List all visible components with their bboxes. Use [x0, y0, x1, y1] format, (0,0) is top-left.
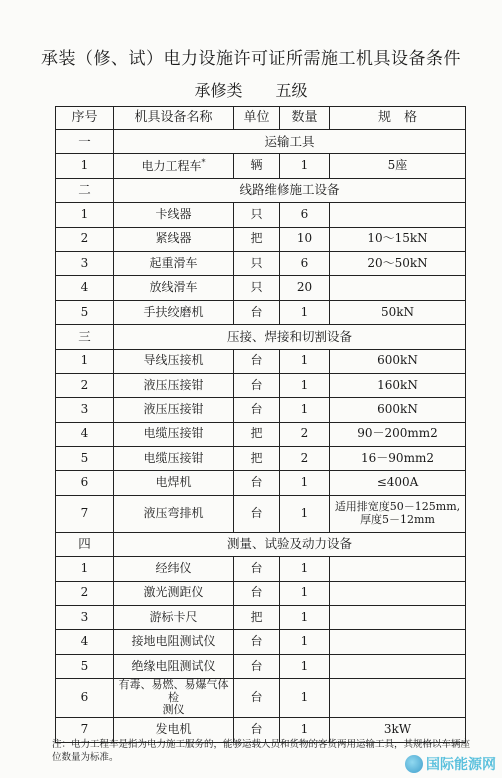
- watermark: [405, 754, 496, 774]
- row-spec: ≤400A: [330, 471, 466, 495]
- table-row: [56, 276, 466, 300]
- row-unit: 台: [234, 495, 280, 532]
- row-spec: 50kN: [330, 300, 466, 324]
- row-name: 导线压接机: [114, 349, 234, 373]
- row-unit: 只: [234, 276, 280, 300]
- header-qty: 数量: [280, 107, 330, 130]
- row-qty: 1: [280, 300, 330, 324]
- table-row: [56, 447, 466, 471]
- row-no: 7: [56, 718, 114, 742]
- header-unit: 单位: [234, 107, 280, 130]
- section-row: [56, 130, 466, 154]
- row-no: 2: [56, 227, 114, 251]
- row-qty: 1: [280, 349, 330, 373]
- row-no: 6: [56, 679, 114, 718]
- row-name: [114, 154, 234, 178]
- row-spec: 90－200mm2: [330, 422, 466, 446]
- row-spec: 适用排宽度50－125mm, 厚度5－12mm: [330, 495, 466, 532]
- row-unit: 台: [234, 679, 280, 718]
- row-unit: 台: [234, 557, 280, 581]
- row-no: 1: [56, 349, 114, 373]
- row-unit: 只: [234, 251, 280, 275]
- row-no: 4: [56, 422, 114, 446]
- table-row: [56, 300, 466, 324]
- row-qty: 20: [280, 276, 330, 300]
- row-name: 电缆压接钳: [114, 422, 234, 446]
- table-row: [56, 154, 466, 178]
- row-no: 6: [56, 471, 114, 495]
- row-qty: 1: [280, 557, 330, 581]
- row-spec: [330, 276, 466, 300]
- row-unit: 台: [234, 398, 280, 422]
- page-subtitle: [0, 78, 502, 101]
- row-unit: 把: [234, 606, 280, 630]
- row-spec: [330, 581, 466, 605]
- row-spec: [330, 203, 466, 227]
- row-unit: 台: [234, 630, 280, 654]
- row-unit: 台: [234, 471, 280, 495]
- row-qty: 1: [280, 398, 330, 422]
- row-unit: 台: [234, 300, 280, 324]
- table-row: [56, 606, 466, 630]
- table-row: [56, 630, 466, 654]
- row-unit: 台: [234, 349, 280, 373]
- row-unit: 把: [234, 447, 280, 471]
- row-spec: [330, 557, 466, 581]
- page-title: 承装（修、试）电力设施许可证所需施工机具设备条件: [41, 49, 461, 69]
- row-no: 7: [56, 495, 114, 532]
- row-unit: 台: [234, 718, 280, 742]
- header-name: 机具设备名称: [114, 107, 234, 130]
- table-row: [56, 349, 466, 373]
- row-name: 紧线器: [114, 227, 234, 251]
- row-name: 液压弯排机: [114, 495, 234, 532]
- section-no: 二: [56, 178, 114, 202]
- row-qty: 2: [280, 447, 330, 471]
- section-title: 测量、试验及动力设备: [114, 532, 466, 556]
- table-row: [56, 251, 466, 275]
- row-unit: 台: [234, 373, 280, 397]
- row-name: 游标卡尺: [114, 606, 234, 630]
- row-spec: 160kN: [330, 373, 466, 397]
- header-no: 序号: [56, 107, 114, 130]
- row-name-text: 电力工程车: [141, 159, 202, 174]
- header-spec: 规 格: [330, 107, 466, 130]
- table-row: [56, 654, 466, 678]
- section-no: 三: [56, 325, 114, 349]
- row-qty: 1: [280, 654, 330, 678]
- section-row: [56, 178, 466, 202]
- section-row: [56, 325, 466, 349]
- row-name: 发电机: [114, 718, 234, 742]
- row-no: 4: [56, 276, 114, 300]
- row-qty: 1: [280, 581, 330, 605]
- section-title: 线路维修施工设备: [114, 178, 466, 202]
- row-name: 放线滑车: [114, 276, 234, 300]
- table-row: [56, 471, 466, 495]
- row-unit: 辆: [234, 154, 280, 178]
- row-no: 4: [56, 630, 114, 654]
- table-row: [56, 679, 466, 718]
- row-name: 手扶绞磨机: [114, 300, 234, 324]
- table-header-row: [56, 107, 466, 130]
- row-qty: 1: [280, 154, 330, 178]
- row-unit: 只: [234, 203, 280, 227]
- row-qty: 1: [280, 679, 330, 718]
- category-label: 承修类: [194, 81, 243, 100]
- section-row: [56, 532, 466, 556]
- row-no: 3: [56, 398, 114, 422]
- table-body: [56, 130, 466, 743]
- row-qty: 1: [280, 471, 330, 495]
- row-spec: 5座: [330, 154, 466, 178]
- table-row: [56, 203, 466, 227]
- row-qty: 10: [280, 227, 330, 251]
- row-unit: 台: [234, 654, 280, 678]
- section-title: 压接、焊接和切割设备: [114, 325, 466, 349]
- row-no: 1: [56, 557, 114, 581]
- table-row: [56, 422, 466, 446]
- row-spec: 16－90mm2: [330, 447, 466, 471]
- row-unit: 把: [234, 422, 280, 446]
- section-title: 运输工具: [114, 130, 466, 154]
- row-qty: 1: [280, 630, 330, 654]
- row-spec: 600kN: [330, 349, 466, 373]
- row-spec: 3kW: [330, 718, 466, 742]
- row-no: 3: [56, 251, 114, 275]
- row-qty: 2: [280, 422, 330, 446]
- footnote-mark: *: [201, 158, 206, 168]
- row-spec: 20～50kN: [330, 251, 466, 275]
- row-spec: 600kN: [330, 398, 466, 422]
- row-name: 激光测距仪: [114, 581, 234, 605]
- row-spec: [330, 654, 466, 678]
- table-row: [56, 495, 466, 532]
- row-spec: 10～15kN: [330, 227, 466, 251]
- row-no: 5: [56, 300, 114, 324]
- row-name: 液压压接钳: [114, 373, 234, 397]
- section-no: 四: [56, 532, 114, 556]
- footnote: 注：电力工程车是指为电力施工服务的，能够运载人员和货物的客货两用运输工具，其规格以车辆座位数量为标准。: [52, 739, 471, 763]
- row-name: 起重滑车: [114, 251, 234, 275]
- row-name: 有毒、易燃、易爆气体检 测仪: [114, 679, 234, 718]
- row-name: 绝缘电阻测试仪: [114, 654, 234, 678]
- row-no: 1: [56, 154, 114, 178]
- row-name: 卡线器: [114, 203, 234, 227]
- watermark-text: 国际能源网: [426, 757, 496, 773]
- row-no: 2: [56, 581, 114, 605]
- row-unit: 台: [234, 581, 280, 605]
- row-qty: 1: [280, 495, 330, 532]
- section-no: 一: [56, 130, 114, 154]
- row-no: 5: [56, 654, 114, 678]
- row-qty: 1: [280, 718, 330, 742]
- row-spec: [330, 630, 466, 654]
- table-row: [56, 398, 466, 422]
- row-no: 3: [56, 606, 114, 630]
- row-spec: [330, 679, 466, 718]
- row-no: 5: [56, 447, 114, 471]
- watermark-logo-icon: [405, 755, 423, 773]
- table-row: [56, 581, 466, 605]
- row-name: 液压压接钳: [114, 398, 234, 422]
- row-qty: 6: [280, 251, 330, 275]
- row-qty: 1: [280, 606, 330, 630]
- row-name: 电缆压接钳: [114, 447, 234, 471]
- row-no: 2: [56, 373, 114, 397]
- row-qty: 1: [280, 373, 330, 397]
- row-name: 接地电阻测试仪: [114, 630, 234, 654]
- row-name: 电焊机: [114, 471, 234, 495]
- table-row: [56, 227, 466, 251]
- grade-label: 五级: [275, 81, 308, 100]
- row-spec: [330, 606, 466, 630]
- table-row: [56, 557, 466, 581]
- row-no: 1: [56, 203, 114, 227]
- row-name: 经纬仪: [114, 557, 234, 581]
- equipment-table: [55, 106, 466, 743]
- table-row: [56, 373, 466, 397]
- row-unit: 把: [234, 227, 280, 251]
- row-qty: 6: [280, 203, 330, 227]
